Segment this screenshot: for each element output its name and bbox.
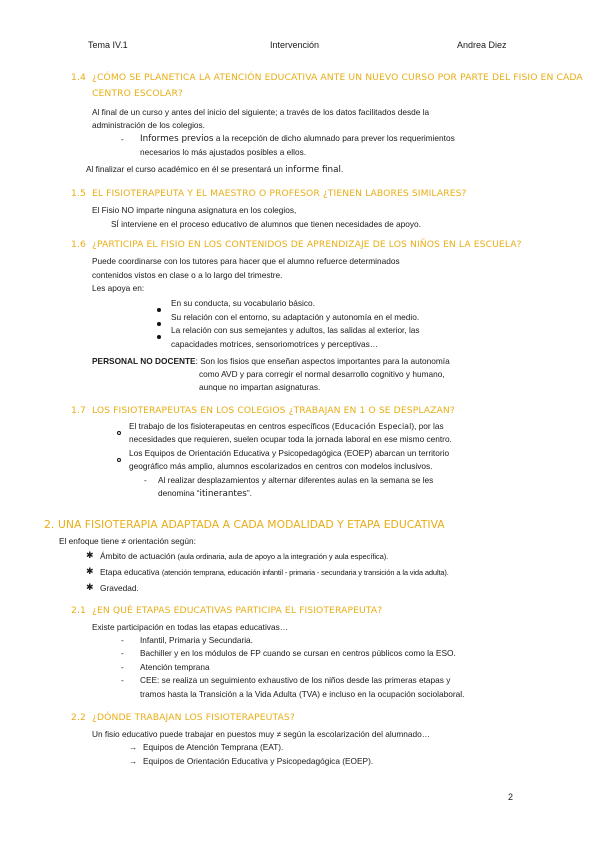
- text: Etapa educativa: [100, 567, 162, 577]
- paragraph: administración de los colegios.: [92, 120, 205, 130]
- text: (aula ordinaria, aula de apoyo a la integración y aula específica).: [177, 552, 389, 561]
- section-number: 2.1: [71, 605, 86, 616]
- highlight-term: Informes previos: [140, 134, 214, 144]
- bullet-item-cont: capacidades motrices, sensoriomotrices y perceptivas…: [171, 339, 379, 349]
- highlight-term: Educación Especial: [334, 422, 412, 431]
- star-item: [100, 551, 388, 562]
- page-number: 2: [508, 792, 514, 802]
- paragraph: Puede coordinarse con los tutores para hacer que el alumno refuerce determinados: [92, 256, 400, 266]
- dash-marker: -: [121, 635, 124, 645]
- paragraph: contenidos vistos en clase o a lo largo del trimestre.: [92, 270, 283, 280]
- star-bullet: ✱: [86, 550, 94, 560]
- highlight-term: itinerantes: [199, 489, 247, 499]
- section-heading: LOS FISIOTERAPEUTAS EN LOS COLEGIOS ¿TRABAJAN EN 1 O SE DESPLAZAN?: [92, 405, 455, 416]
- definition-cont: como AVD y para corregir el normal desarrollo cognitivo y humano,: [199, 369, 445, 379]
- arrow-item: Equipos de Atención Temprana (EAT).: [143, 742, 284, 752]
- section-heading: ¿PARTICIPA EL FISIO EN LOS CONTENIDOS DE APRENDIZAJE DE LOS NIÑOS EN LA ESCUELA?: [92, 239, 522, 250]
- text: El trabajo de los fisioterapeutas en centros específicos (: [129, 421, 335, 431]
- circle-bullet: [117, 424, 121, 442]
- header-title: Intervención: [270, 40, 320, 50]
- definition-text: : Son los fisios que enseñan aspectos importantes para la autonomía: [195, 356, 450, 366]
- chapter-number: 2.: [44, 518, 55, 531]
- list-item-cont: geográfico más amplio, alumnos escolarizados en centros con modelos inclusivos.: [129, 461, 433, 471]
- chapter-heading: UNA FISIOTERAPIA ADAPTADA A CADA MODALIDAD Y ETAPA EDUCATIVA: [58, 518, 445, 531]
- text: Al finalizar el curso académico en él se presentará un: [86, 164, 286, 174]
- text: .: [340, 164, 344, 174]
- dash-item: Atención temprana: [140, 662, 210, 672]
- dash-text: a la recepción de dicho alumnado para prever los requerimientos: [213, 133, 455, 143]
- paragraph: Un fisio educativo puede trabajar en puestos muy ≠ según la escolarización del alumnado…: [92, 729, 431, 739]
- paragraph: Les apoya en:: [92, 283, 145, 293]
- paragraph: Al final de un curso y antes del inicio del siguiente; a través de los datos facilitados desde la: [92, 107, 430, 117]
- dash-item: Al realizar desplazamientos y alternar diferentes aulas en la semana se les: [158, 475, 434, 485]
- star-item: Gravedad.: [100, 583, 139, 593]
- section-heading: ¿DÓNDE TRABAJAN LOS FISIOTERAPEUTAS?: [92, 712, 295, 723]
- list-item: Los Equipos de Orientación Educativa y Psicopedagógica (EOEP) abarcan un territorio: [129, 448, 450, 458]
- dash-marker: -: [121, 134, 124, 144]
- arrow-icon: →: [129, 742, 138, 752]
- bullet-item: En su conducta, su vocabulario básico.: [171, 298, 315, 308]
- arrow-icon: →: [129, 756, 138, 766]
- list-item: [129, 421, 444, 432]
- text: ”.: [246, 488, 252, 498]
- bullet-item: Su relación con el entorno, su adaptación y autonomía en el medio.: [171, 312, 420, 322]
- dash-item: CEE: se realiza un seguimiento exhaustivo de los niños desde las primeras etapas y: [140, 675, 451, 685]
- star-bullet: ✱: [86, 566, 94, 576]
- dash-marker: -: [121, 662, 124, 672]
- definition-cont: aunque no impartan asignaturas.: [199, 382, 321, 392]
- section-heading: EL FISIOTERAPEUTA Y EL MAESTRO O PROFESOR ¿TIENEN LABORES SIMILARES?: [92, 188, 467, 199]
- header-topic: Tema IV.1: [88, 40, 128, 50]
- paragraph: El Fisio NO imparte ninguna asignatura en los colegios,: [92, 205, 297, 215]
- text: ), por las: [411, 421, 444, 431]
- dash-item-cont: [158, 488, 252, 500]
- section-number: 1.7: [71, 405, 86, 416]
- star-item: [100, 567, 449, 578]
- list-item-cont: necesidades que requieren, suelen ocupar toda la jornada laboral en ese mismo centro.: [129, 434, 452, 444]
- bullet-item: La relación con sus semejantes y adultos, las salidas al exterior, las: [171, 325, 420, 335]
- paragraph: SÍ interviene en el proceso educativo de alumnos que tienen necesidades de apoyo.: [111, 219, 421, 229]
- dash-item-cont: necesarios lo más ajustados posibles a ellos.: [140, 147, 307, 157]
- paragraph: [86, 164, 343, 176]
- highlight-term: informe final: [285, 165, 341, 175]
- text: Ámbito de actuación: [100, 551, 178, 561]
- header-author: Andrea Diez: [457, 40, 507, 50]
- dash-item-cont: tramos hasta la Transición a la Vida Adulta (TVA) e incluso en la ocupación sociolaboral.: [140, 689, 465, 699]
- star-bullet: ✱: [86, 582, 94, 592]
- section-number: 2.2: [71, 712, 86, 723]
- text: denomina “: [158, 488, 200, 498]
- dash-marker: -: [144, 475, 147, 485]
- bullet-dot: [157, 328, 161, 346]
- dash-item: Infantil, Primaria y Secundaria.: [140, 635, 253, 645]
- section-number: 1.6: [71, 239, 86, 250]
- section-number: 1.5: [71, 188, 86, 199]
- dash-marker: -: [121, 675, 124, 685]
- definition: [92, 356, 450, 367]
- section-heading: ¿CÓMO SE PLANETICA LA ATENCIÓN EDUCATIVA ANTE UN NUEVO CURSO POR PARTE DEL FISIO EN CADA: [92, 72, 583, 83]
- circle-bullet: [117, 451, 121, 469]
- dash-item: Bachiller y en los módulos de FP cuando se cursan en centros públicos como la ESO.: [140, 648, 456, 658]
- dash-item: [140, 133, 455, 145]
- definition-term: PERSONAL NO DOCENTE: [92, 356, 196, 366]
- section-number: 1.4: [71, 72, 86, 83]
- text: (atención temprana, educación infantil - primaria - secundaria y transición a la vida adulta).: [161, 568, 449, 577]
- section-heading-cont: CENTRO ESCOLAR?: [92, 88, 183, 99]
- paragraph: El enfoque tiene ≠ orientación según:: [59, 536, 196, 546]
- section-heading: ¿EN QUÉ ETAPAS EDUCATIVAS PARTICIPA EL FISIOTERAPEUTA?: [92, 605, 383, 616]
- arrow-item: Equipos de Orientación Educativa y Psicopedagógica (EOEP).: [143, 756, 374, 766]
- paragraph: Existe participación en todas las etapas educativas…: [92, 622, 289, 632]
- dash-marker: -: [121, 648, 124, 658]
